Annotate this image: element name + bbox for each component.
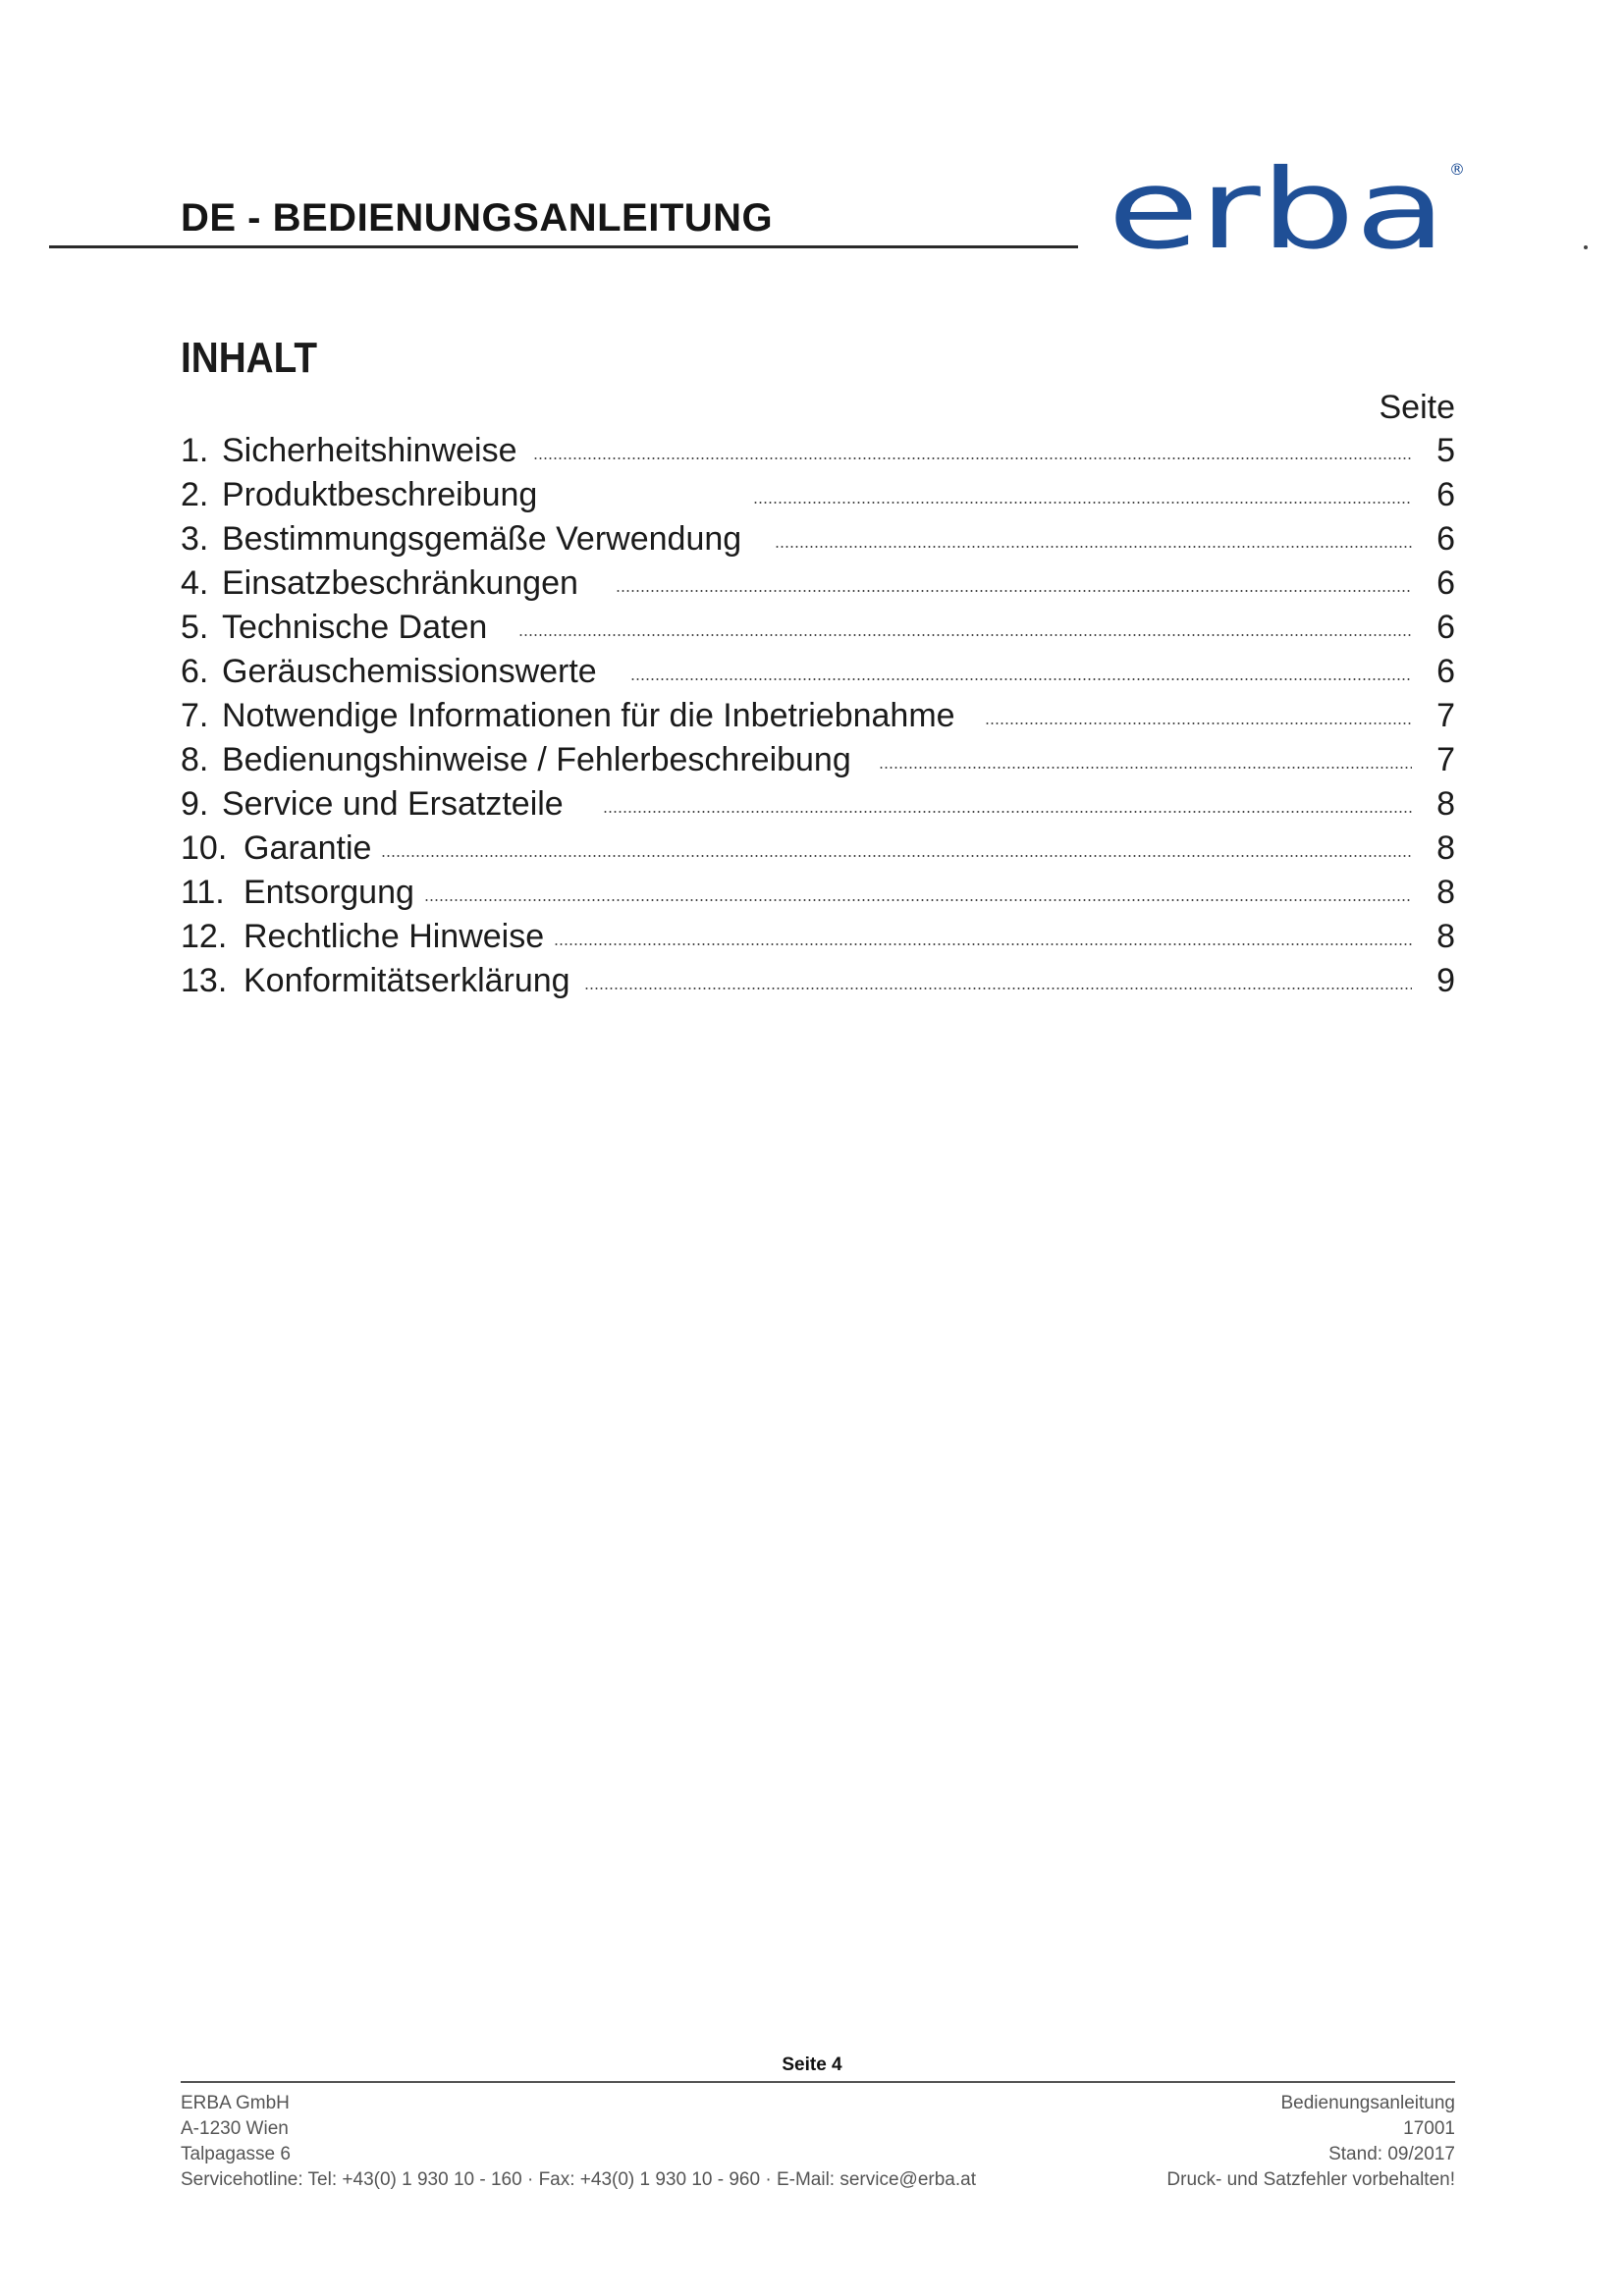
toc-item-number: 9. — [181, 785, 209, 823]
toc-dot-leader — [518, 634, 1412, 636]
toc-dot-leader — [424, 899, 1412, 901]
toc-item-label: Rechtliche Hinweise — [244, 918, 545, 955]
toc-item-page: 7 — [1436, 741, 1455, 778]
toc-item-label: Konformitätserklärung — [244, 962, 570, 999]
footer-company-name: ERBA GmbH — [181, 2093, 290, 2113]
toc-dot-leader — [630, 678, 1412, 680]
toc-item[interactable] — [181, 959, 1455, 1003]
toc-item-page: 9 — [1436, 962, 1455, 999]
footer-page-number: Seite 4 — [782, 2055, 842, 2075]
footer-document-block — [1166, 2091, 1455, 2193]
toc-dot-leader — [554, 943, 1412, 945]
logo-wordmark: erba — [1108, 157, 1446, 255]
toc-dot-leader — [985, 722, 1412, 724]
table-of-contents — [181, 429, 1455, 1003]
toc-item-number: 1. — [181, 432, 209, 469]
footer-city: A-1230 Wien — [181, 2118, 289, 2139]
toc-item-page: 6 — [1436, 476, 1455, 513]
toc-item-number: 2. — [181, 476, 209, 513]
footer-doc-type: Bedienungsanleitung — [1280, 2093, 1455, 2113]
toc-dot-leader — [533, 457, 1413, 459]
toc-dot-leader — [775, 546, 1412, 548]
document-title: DE - BEDIENUNGSANLEITUNG — [181, 196, 774, 240]
toc-item-label: Produktbeschreibung — [222, 476, 538, 513]
toc-item-number: 6. — [181, 653, 209, 690]
toc-item-page: 8 — [1436, 785, 1455, 823]
toc-item-number: 13. — [181, 962, 228, 999]
toc-item-page: 8 — [1436, 829, 1455, 867]
header-divider — [49, 245, 1078, 248]
toc-item-number: 8. — [181, 741, 209, 778]
toc-item-page: 7 — [1436, 697, 1455, 734]
footer-doc-number: 17001 — [1403, 2118, 1455, 2139]
toc-item-page: 6 — [1436, 520, 1455, 558]
toc-item[interactable] — [181, 561, 1455, 606]
toc-item-page: 6 — [1436, 653, 1455, 690]
toc-item-label: Bestimmungsgemäße Verwendung — [222, 520, 742, 558]
toc-item-number: 4. — [181, 564, 209, 602]
erba-logo — [1108, 157, 1465, 255]
toc-item-number: 11. — [181, 874, 225, 911]
footer-hotline: Servicehotline: Tel: +43(0) 1 930 10 - 160 · Fax: +43(0) 1 930 10 - 960 · E-Mail: service@erba.at — [181, 2169, 976, 2190]
scan-dot — [1584, 245, 1588, 249]
toc-item[interactable] — [181, 606, 1455, 650]
toc-dot-leader — [616, 590, 1412, 592]
toc-item-page: 6 — [1436, 564, 1455, 602]
toc-item[interactable] — [181, 650, 1455, 694]
toc-item-page: 5 — [1436, 432, 1455, 469]
toc-item-label: Einsatzbeschränkungen — [222, 564, 578, 602]
toc-item-number: 5. — [181, 609, 209, 646]
toc-item[interactable] — [181, 694, 1455, 738]
footer-street: Talpagasse 6 — [181, 2144, 291, 2164]
toc-item[interactable] — [181, 473, 1455, 517]
footer-disclaimer: Druck- und Satzfehler vorbehalten! — [1166, 2169, 1455, 2190]
toc-item-number: 12. — [181, 918, 228, 955]
toc-item-number: 10. — [181, 829, 228, 867]
toc-item-label: Service und Ersatzteile — [222, 785, 564, 823]
toc-item-label: Sicherheitshinweise — [222, 432, 517, 469]
toc-item[interactable] — [181, 738, 1455, 782]
toc-item-label: Technische Daten — [222, 609, 488, 646]
page-column-label: Seite — [1379, 389, 1455, 426]
toc-item-label: Geräuschemissionswerte — [222, 653, 597, 690]
toc-item-page: 8 — [1436, 918, 1455, 955]
toc-dot-leader — [381, 855, 1412, 857]
toc-item[interactable] — [181, 871, 1455, 915]
toc-item-label: Bedienungshinweise / Fehlerbeschreibung — [222, 741, 851, 778]
toc-item-label: Notwendige Informationen für die Inbetriebnahme — [222, 697, 955, 734]
toc-item[interactable] — [181, 827, 1455, 871]
toc-item-number: 3. — [181, 520, 209, 558]
toc-item-label: Entsorgung — [244, 874, 414, 911]
toc-item-page: 8 — [1436, 874, 1455, 911]
toc-dot-leader — [603, 811, 1412, 813]
toc-item-label: Garantie — [244, 829, 372, 867]
toc-item-number: 7. — [181, 697, 209, 734]
footer-doc-date: Stand: 09/2017 — [1328, 2144, 1455, 2164]
footer-divider — [181, 2081, 1455, 2083]
toc-item-page: 6 — [1436, 609, 1455, 646]
toc-item[interactable] — [181, 915, 1455, 959]
toc-item[interactable] — [181, 429, 1455, 473]
toc-dot-leader — [584, 988, 1412, 989]
footer-company-block — [181, 2091, 976, 2193]
toc-dot-leader — [879, 767, 1412, 769]
trademark-symbol: ® — [1449, 160, 1465, 179]
toc-item[interactable] — [181, 782, 1455, 827]
contents-heading: INHALT — [181, 334, 318, 382]
toc-dot-leader — [753, 502, 1412, 504]
toc-item[interactable] — [181, 517, 1455, 561]
